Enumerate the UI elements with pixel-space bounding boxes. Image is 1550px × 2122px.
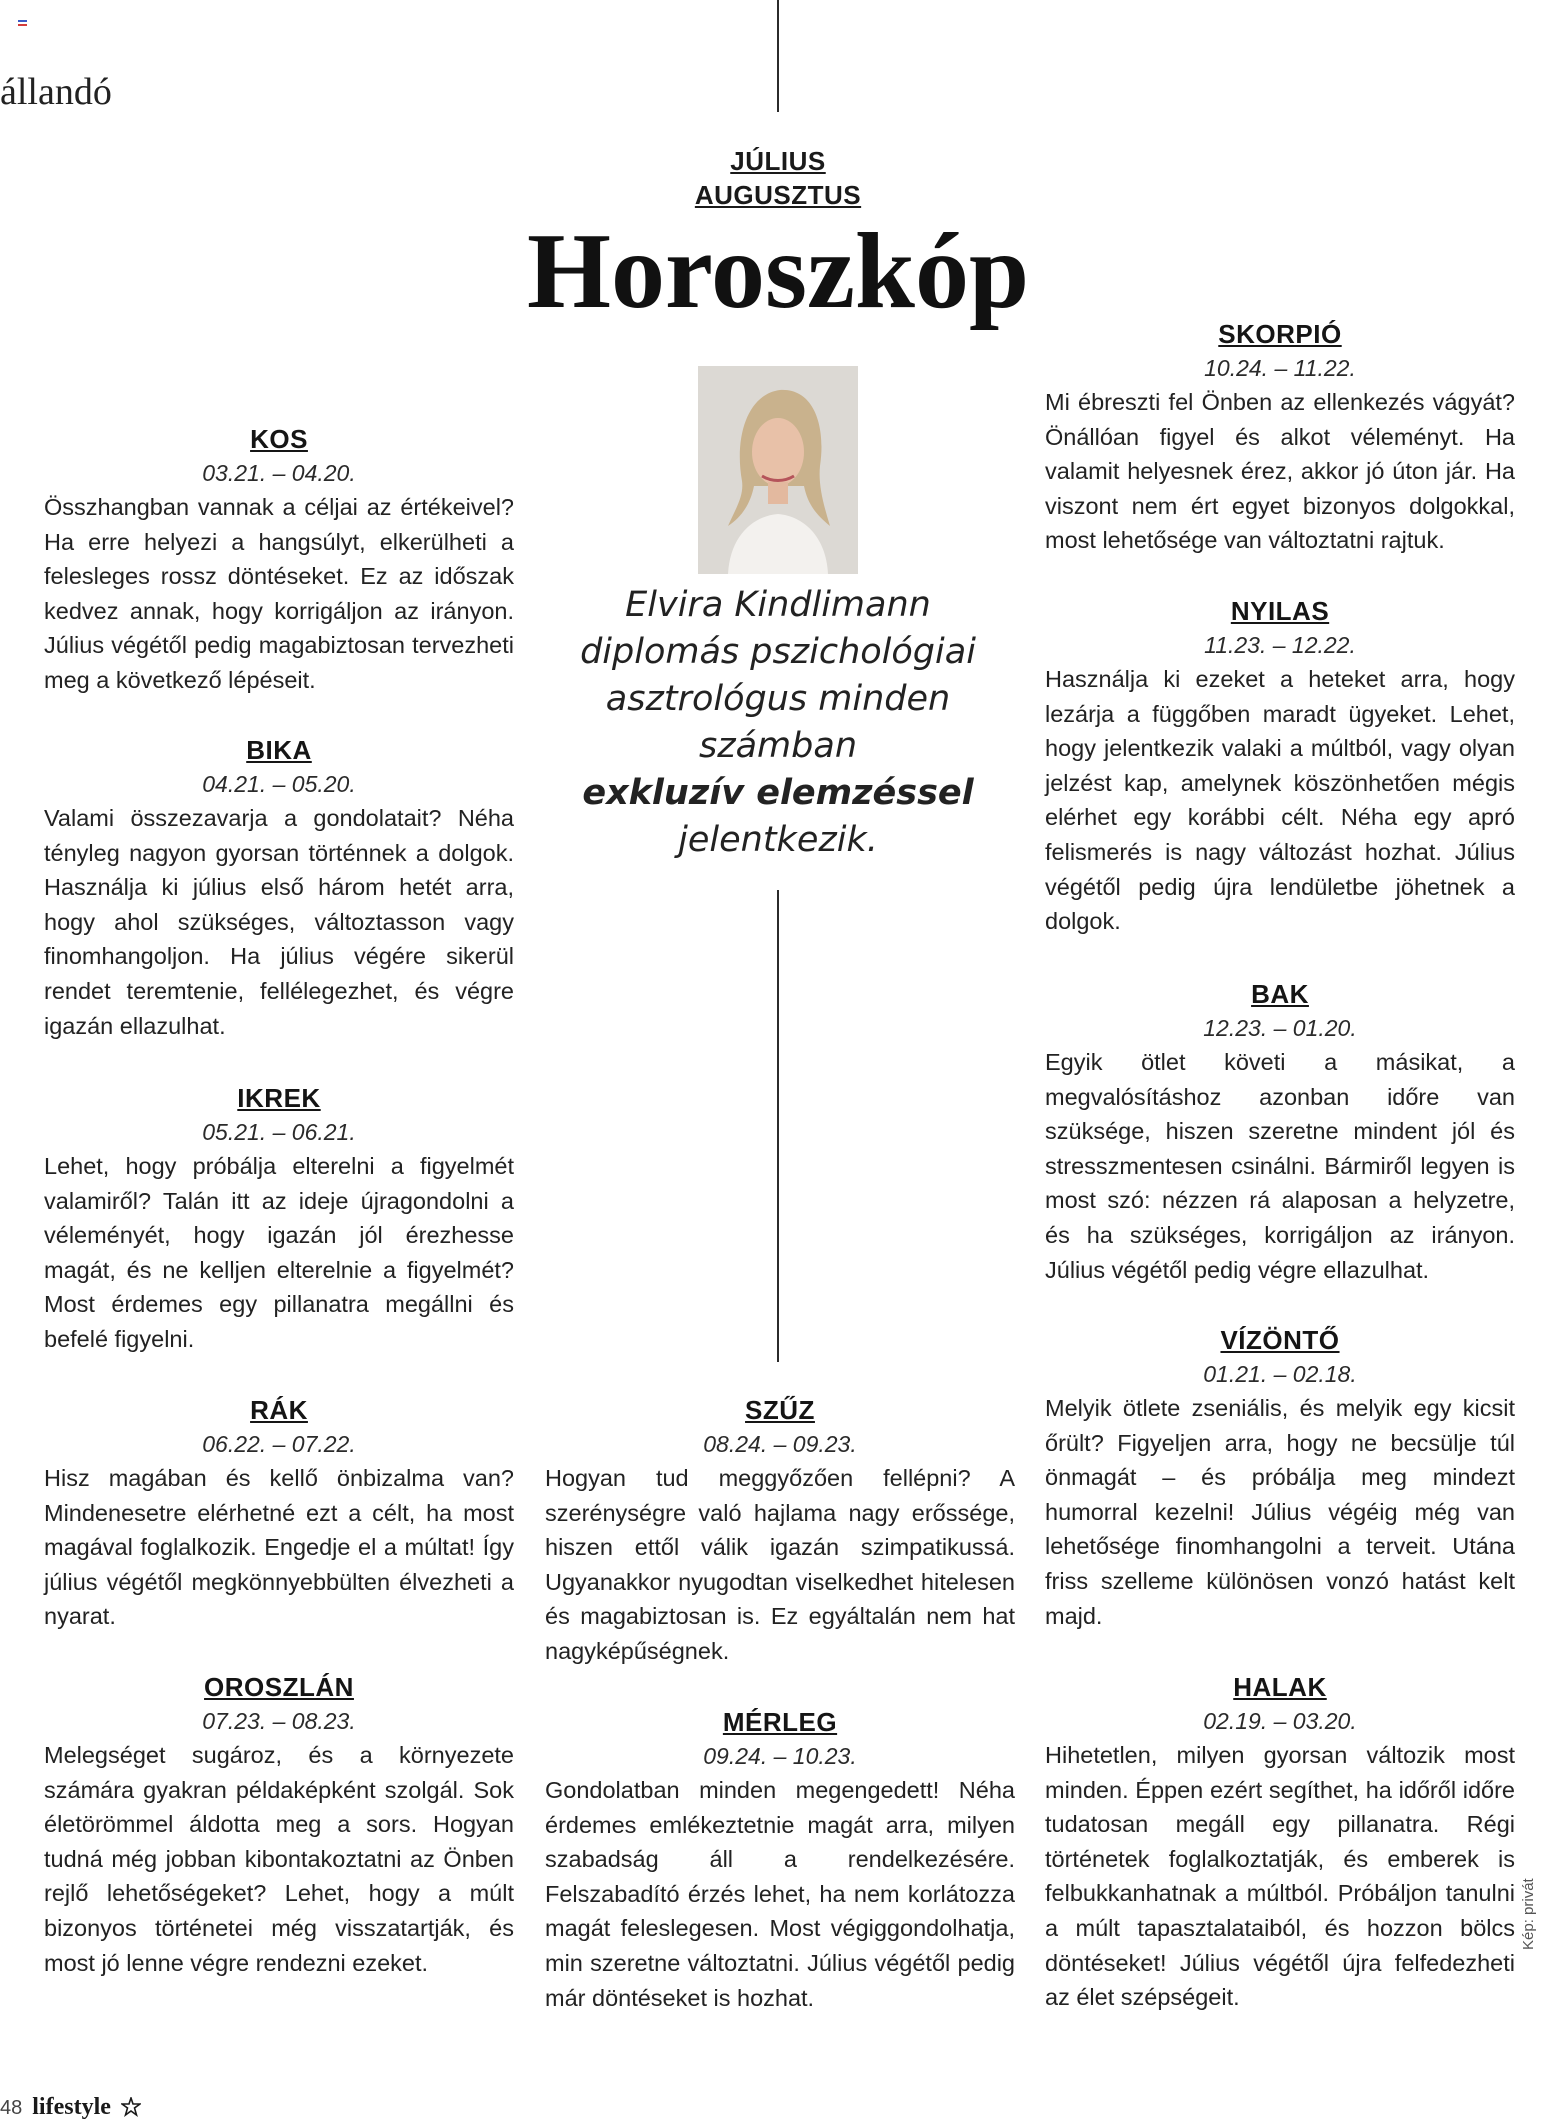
sign-text: Összhangban vannak a céljai az értékeivel? Ha erre helyezi a hangsúlyt, elkerülheti a felesleges rossz döntéseket. Ez az időszak kedvez annak, hogy korrigáljon az irányon. Július végétől pedig magabiztosan tervezheti meg a következő lépéseit. [44,494,514,693]
page-footer [0,2094,141,2121]
sign-name: HALAK [1233,1672,1327,1702]
quote-line: asztrológus minden [605,679,951,719]
sign-text: Melyik ötlete zseniális, és melyik egy kicsit őrült? Figyeljen arra, hogy ne becsülje túl önmagát – és próbálja meg mindezt humorral kezelni! Július végéig még van lehetősége finomhangolni a terveit. Utána friss szelleme különösen vonzó hatást kelt majd. [1045,1395,1515,1629]
sign-name: RÁK [250,1395,308,1425]
quote-line: jelentkezik. [678,820,878,860]
sign-name: NYILAS [1230,596,1330,626]
sign-skorpio [1045,317,1515,558]
month-augusztus: AUGUSZTUS [694,180,862,210]
sign-dates: 05.21. – 06.21. [202,1119,356,1145]
sign-oroszlan [44,1670,514,1980]
sign-text: Használja ki ezeket a heteket arra, hogy lezárja a függőben maradt ügyeket. Lehet, hogy jelentkezik valaki a múltból, vagy olyan jelzést kap, amelynek köszönhetően mégis elérhet egy korábbi célt. Néha egy apró felismerés is nagy változást hozhat. Július végétől pedig újra lendületbe jöhetnek a dolgok. [1045,666,1515,935]
sign-name: BIKA [246,735,312,765]
sign-kos [44,422,514,698]
sign-dates: 09.24. – 10.23. [703,1743,857,1769]
sign-dates: 01.21. – 02.18. [1203,1361,1357,1387]
sign-dates: 08.24. – 09.23. [703,1431,857,1457]
sign-dates: 10.24. – 11.22. [1204,355,1356,381]
sign-text: Hihetetlen, milyen gyorsan változik most minden. Éppen ezért segíthet, ha időről időre tudatosan megáll egy pillanatra. Régi történetek foglalkoztatják, és emberek is felbukkanhatnak a múltból. Próbáljon tanulni a múlt tapasztalataiból, és hozzon bölcs döntéseket! Július végétől újra felfedezheti az élet szépségeit. [1045,1742,1515,2011]
center-divider-line [777,890,779,1362]
page-number: 48 [0,2097,23,2119]
sign-bak [1045,977,1515,1287]
sign-name: KOS [250,424,308,454]
sign-text: Egyik ötlet követi a másikat, a megvalósításhoz azonban időre van szüksége, hiszen szeretne mindent jól és stresszmentesen csinálni. Bármiről legyen is most szó: nézzen rá alaposan a helyzetre, és ha szükséges, korrigáljon az irányon. Július végétől pedig végre ellazulhat. [1045,1049,1515,1283]
author-portrait [698,366,858,574]
sign-vizonto [1045,1323,1515,1633]
quote-line: számban [699,726,857,766]
sign-text: Gondolatban minden megengedett! Néha érdemes emlékeztetnie magát arra, milyen szabadság áll a rendelkezésére. Felszabadító érzés lehet, ha nem korlátozza magát feleslegesen. Most végiggondolhatja, min szeretne változtatni. Július végétől pedig már döntéseket is hozhat. [545,1777,1015,2011]
sign-text: Melegséget sugároz, és a környezete számára gyakran példaképként szolgál. Sok életörömmel áldotta meg a sors. Hogyan tudná még jobban kibontakoztatni az Önben rejlő lehetőségeket? Lehet, hogy a múlt bizonyos történetei még visszatartják, és most jó lenne végre rendezni ezeket. [44,1742,514,1976]
sign-szuz [545,1393,1015,1669]
sign-merleg [545,1705,1015,2015]
sign-name: SKORPIÓ [1218,319,1342,349]
month-julius: JÚLIUS [730,146,826,176]
quote-line: diplomás pszichológiai [580,632,976,672]
sign-rak [44,1393,514,1634]
sign-text: Mi ébreszti fel Önben az ellenkezés vágyát? Önállóan figyel és alkot véleményt. Ha valamit helyesnek érez, akkor jó úton jár. Ha viszont nem ért egyet bizonyos dolgokkal, most lehetősége van változtatni rajtuk. [1045,389,1515,554]
sign-name: VÍZÖNTŐ [1220,1325,1340,1355]
sign-halak [1045,1670,1515,2015]
color-mark-icon [18,20,27,26]
author-quote [548,582,1008,864]
sign-name: OROSZLÁN [204,1672,354,1702]
quote-line: Elvira Kindlimann [625,585,931,625]
top-divider-line [777,0,779,112]
quote-emphasis: exkluzív elemzéssel [582,773,974,813]
sign-name: MÉRLEG [722,1707,838,1737]
sign-nyilas [1045,594,1515,939]
sign-text: Hogyan tud meggyőzően fellépni? A szerénységre való hajlama nagy erőssége, hiszen ettől válik igazán szimpatikussá. Ugyanakkor nyugodtan viselkedhet hitelesen és magabiztosan is. Ez egyáltalán nem hat nagyképűségnek. [545,1465,1015,1664]
photo-credit: Kép: privát [1520,1878,1537,1950]
sign-name: BAK [1251,979,1309,1009]
sign-dates: 06.22. – 07.22. [202,1431,356,1457]
sign-name: IKREK [237,1083,321,1113]
sign-dates: 04.21. – 05.20. [202,771,356,797]
sign-ikrek [44,1081,514,1357]
sign-text: Lehet, hogy próbálja elterelni a figyelmét valamiről? Talán itt az ideje újragondolni a véleményét, hogy igazán jól érezhesse magát, és ne kelljen elterelnie a figyelmét? Most érdemes egy pillanatra megállni és befelé figyelni. [44,1153,514,1352]
sign-dates: 07.23. – 08.23. [202,1708,356,1734]
section-label: állandó [0,71,112,113]
sign-dates: 02.19. – 03.20. [1203,1708,1357,1734]
sign-text: Valami összezavarja a gondolatait? Néha tényleg nagyon gyorsan történnek a dolgok. Használja ki július első három hetét arra, hogy ahol szükséges, változtasson vagy finomhangoljon. Ha július végére sikerül rendet teremtenie, fellélegezhet, és végre igazán ellazulhat. [44,805,514,1039]
brand-star-icon [121,2097,141,2117]
magazine-brand: lifestyle [32,2094,111,2120]
sign-dates: 03.21. – 04.20. [202,460,356,486]
sign-dates: 11.23. – 12.22. [1204,632,1356,658]
sign-dates: 12.23. – 01.20. [1203,1015,1357,1041]
page-title: Horoszkóp [526,212,1030,331]
sign-name: SZŰZ [745,1395,815,1425]
sign-text: Hisz magában és kellő önbizalma van? Mindenesetre elérhetné ezt a célt, ha most magával foglalkozik. Engedje el a múltat! Így július végétől megkönnyebbülten élvezheti a nyarat. [44,1465,514,1630]
sign-bika [44,733,514,1043]
